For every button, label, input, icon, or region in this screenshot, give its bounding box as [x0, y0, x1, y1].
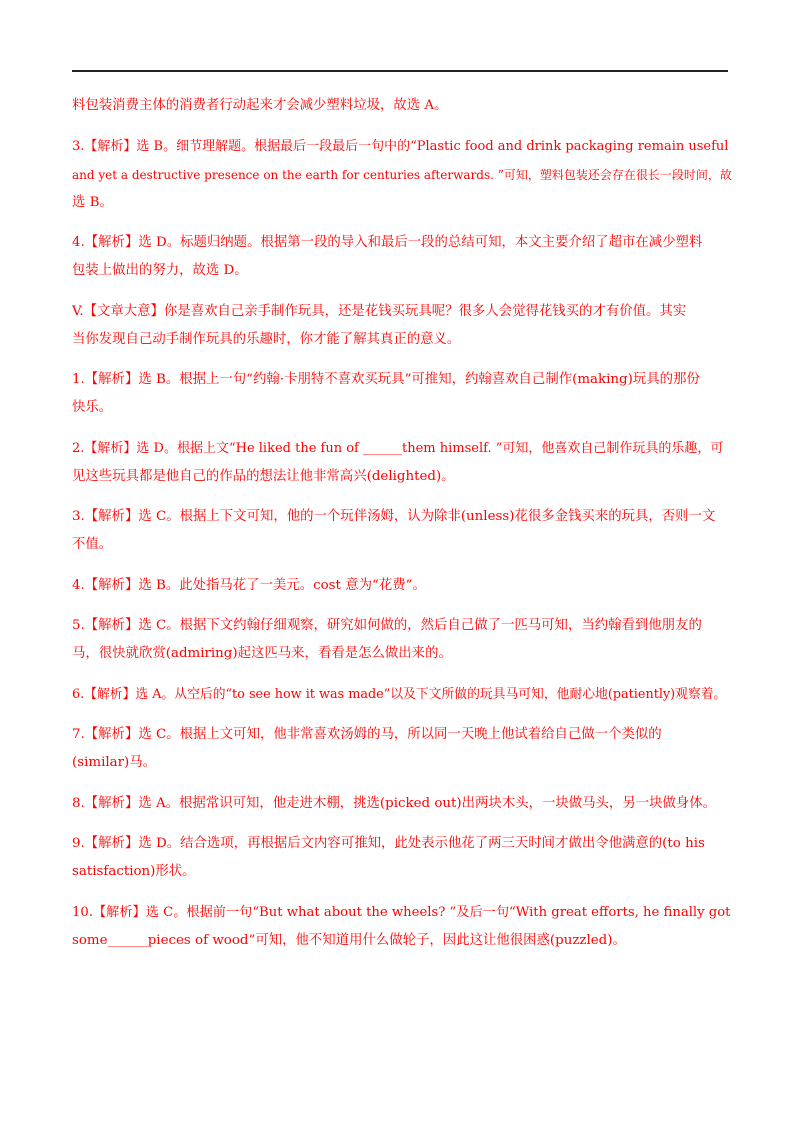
answer-paragraph: [72, 435, 732, 491]
paragraph-line: 4.【解析】选 B。此处指马花了一美元。cost 意为“花费”。: [72, 577, 426, 593]
paragraph-line: 8.【解析】选 A。根据常识可知，他走进木棚，挑选(picked out)出两块木头，一块做马头，另一块做身体。: [72, 795, 717, 811]
paragraph-line: 4.【解析】选 D。标题归纳题。根据第一段的导入和最后一段的总结可知，本文主要介绍了超市在减少塑料: [72, 235, 703, 250]
answer-paragraph: [72, 229, 732, 285]
answer-paragraph: [72, 503, 732, 559]
paragraph-line: 见这些玩具都是他自己的作品的想法让他非常高兴(delighted)。: [72, 468, 455, 484]
answer-paragraph: [72, 612, 732, 668]
paragraph-line: 包装上做出的努力，故选 D。: [72, 263, 248, 278]
paragraph-line: 1.【解析】选 B。根据上一句“约翰·卡朋特不喜欢买玩具”可推知，约翰喜欢自己制作(making)玩具的那份: [72, 372, 700, 387]
answer-paragraph: [72, 92, 732, 120]
answer-paragraph: [72, 572, 732, 600]
paragraph-line: 当你发现自己动手制作玩具的乐趣时，你才能了解其真正的意义。: [72, 331, 461, 347]
paragraph-line: 9.【解析】选 D。结合选项，再根据后文内容可推知，此处表示他花了两三天时间才做出令他满意的(to his: [72, 836, 705, 851]
answer-paragraph: [72, 790, 732, 818]
paragraph-line: 3.【解析】选 B。细节理解题。根据最后一段最后一句中的“Plastic food and drink packaging remain useful: [72, 138, 729, 154]
answer-paragraph: [72, 366, 732, 422]
answer-paragraph: [72, 721, 732, 777]
paragraph-line: V.【文章大意】你是喜欢自己亲手制作玩具，还是花钱买玩具呢？很多人会觉得花钱买的才有价值。其实: [72, 303, 687, 319]
paragraph-line: 5.【解析】选 C。根据下文约翰仔细观察，研究如何做的，然后自己做了一匹马可知，当约翰看到他朋友的: [72, 618, 702, 633]
answer-paragraph: [72, 298, 732, 354]
paragraph-line: and yet a destructive presence on the earth for centuries afterwards. ”可知，塑料包装还会存在很长一段时间，故: [72, 167, 732, 182]
paragraph-line: 7.【解析】选 C。根据上文可知，他非常喜欢汤姆的马，所以同一天晚上他试着给自己做一个类似的: [72, 727, 662, 742]
paragraph-line: 料包装消费主体的消费者行动起来才会减少塑料垃圾，故选 A。: [72, 98, 448, 113]
paragraph-line: 快乐。: [72, 400, 113, 415]
paragraph-line: 2.【解析】选 D。根据上文“He liked the fun of ______them himself. ”可知，他喜欢自己制作玩具的乐趣，可: [72, 440, 724, 456]
paragraph-line: 6.【解析】选 A。从空后的“to see how it was made”以及下文所做的玩具马可知，他耐心地(patiently)观察着。: [72, 686, 727, 702]
answer-paragraph: [72, 681, 732, 709]
paragraph-line: some______pieces of wood”可知，他不知道用什么做轮子，因此这让他很困惑(puzzled)。: [72, 932, 626, 948]
paragraph-line: 3.【解析】选 C。根据上下文可知，他的一个玩伴汤姆，认为除非(unless)花很多金钱买来的玩具，否则一文: [72, 509, 716, 524]
header-rule: [72, 70, 728, 72]
paragraph-line: 不值。: [72, 537, 113, 552]
paragraph-line: satisfaction)形状。: [72, 864, 196, 879]
document-body: [72, 92, 732, 967]
paragraph-line: 10.【解析】选 C。根据前一句“But what about the wheels? ”及后一句“With great efforts, he finally got: [72, 904, 731, 920]
paragraph-line: (similar)马。: [72, 755, 157, 770]
paragraph-line: 马，很快就欣赏(admiring)起这匹马来，看看是怎么做出来的。: [72, 646, 452, 661]
answer-paragraph: [72, 899, 732, 955]
answer-paragraph: [72, 133, 732, 217]
answer-paragraph: [72, 830, 732, 886]
paragraph-line: 选 B。: [72, 194, 113, 210]
